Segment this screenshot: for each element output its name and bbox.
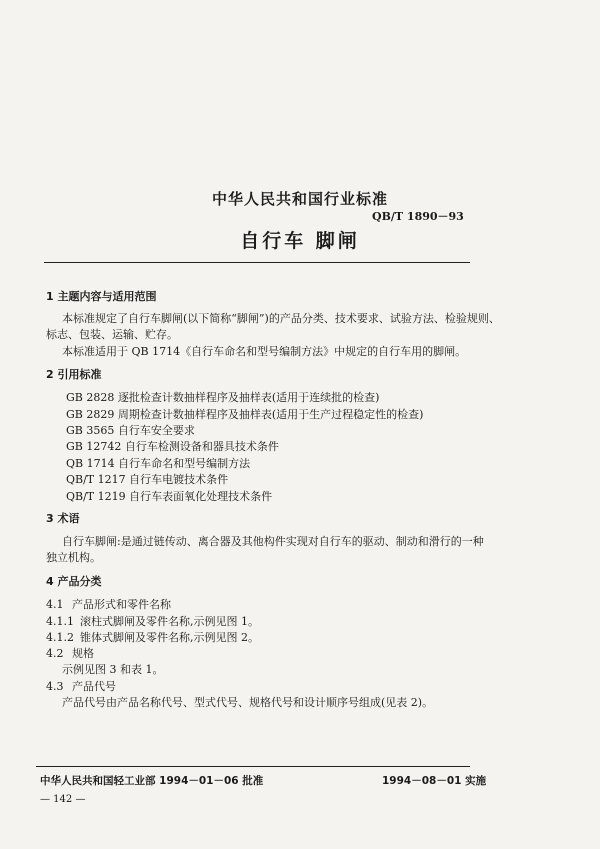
clause-text: 产品形式和零件名称: [72, 598, 171, 611]
reference-item: GB 3565 自行车安全要求: [66, 424, 195, 437]
clause-4-1: [46, 596, 171, 612]
page-number: — 142 —: [40, 794, 86, 805]
reference-item: QB 1714 自行车命名和型号编制方法: [66, 457, 251, 470]
clause-text: 滚柱式脚闸及零件名称,示例见图 1。: [80, 615, 259, 628]
section-2-heading: 2 引用标准: [46, 368, 102, 381]
clause-4-2-text: 示例见图 3 和表 1。: [62, 663, 164, 676]
effective-date: 1994－08－01 实施: [382, 775, 487, 787]
reference-item: GB 12742 自行车检测设备和器具技术条件: [66, 440, 279, 453]
term-definition: 自行车脚闸:是通过链传动、离合器及其他构件实现对自行车的驱动、制动和滑行的一种: [62, 535, 484, 548]
standard-header: 中华人民共和国行业标准: [211, 190, 388, 208]
clause-number: 4.1.1: [46, 615, 74, 628]
reference-item: GB 2829 周期检查计数抽样程序及抽样表(适用于生产过程稳定性的检查): [66, 408, 424, 421]
reference-item: QB/T 1217 自行车电镀技术条件: [66, 473, 229, 486]
section-1-paragraph-1-cont: 标志、包装、运输、贮存。: [46, 328, 178, 341]
clause-4-1-2: [46, 629, 259, 645]
standard-code: QB/T 1890－93: [372, 210, 464, 223]
reference-item: QB/T 1219 自行车表面氧化处理技术条件: [66, 490, 273, 503]
clause-4-3-text: 产品代号由产品名称代号、型式代号、规格代号和设计顺序号组成(见表 2)。: [62, 696, 434, 709]
term-definition-cont: 独立机构。: [46, 551, 101, 564]
clause-4-3: [46, 678, 116, 694]
section-3-heading: 3 术语: [46, 512, 80, 525]
clause-text: 规格: [72, 647, 94, 660]
header-divider: [44, 262, 470, 263]
clause-number: 4.1.2: [46, 631, 74, 644]
section-1-heading: 1 主题内容与适用范围: [46, 290, 157, 303]
section-4-heading: 4 产品分类: [46, 575, 102, 588]
clause-number: 4.3: [46, 680, 64, 693]
clause-number: 4.1: [46, 598, 64, 611]
document-title: 自行车 脚闸: [240, 230, 360, 252]
footer-divider: [36, 766, 470, 767]
clause-text: 产品代号: [72, 680, 116, 693]
clause-text: 锥体式脚闸及零件名称,示例见图 2。: [80, 631, 259, 644]
clause-number: 4.2: [46, 647, 64, 660]
clause-4-1-1: [46, 613, 259, 629]
section-1-paragraph-1: 本标准规定了自行车脚闸(以下简称“脚闸”)的产品分类、技术要求、试验方法、检验规则、: [62, 312, 500, 325]
clause-4-2: [46, 645, 94, 661]
approval-line: 中华人民共和国轻工业部 1994－01－06 批准: [40, 775, 264, 787]
section-1-paragraph-2: 本标准适用于 QB 1714《自行车命名和型号编制方法》中规定的自行车用的脚闸。: [62, 345, 467, 358]
reference-item: GB 2828 逐批检查计数抽样程序及抽样表(适用于连续批的检查): [66, 391, 380, 404]
